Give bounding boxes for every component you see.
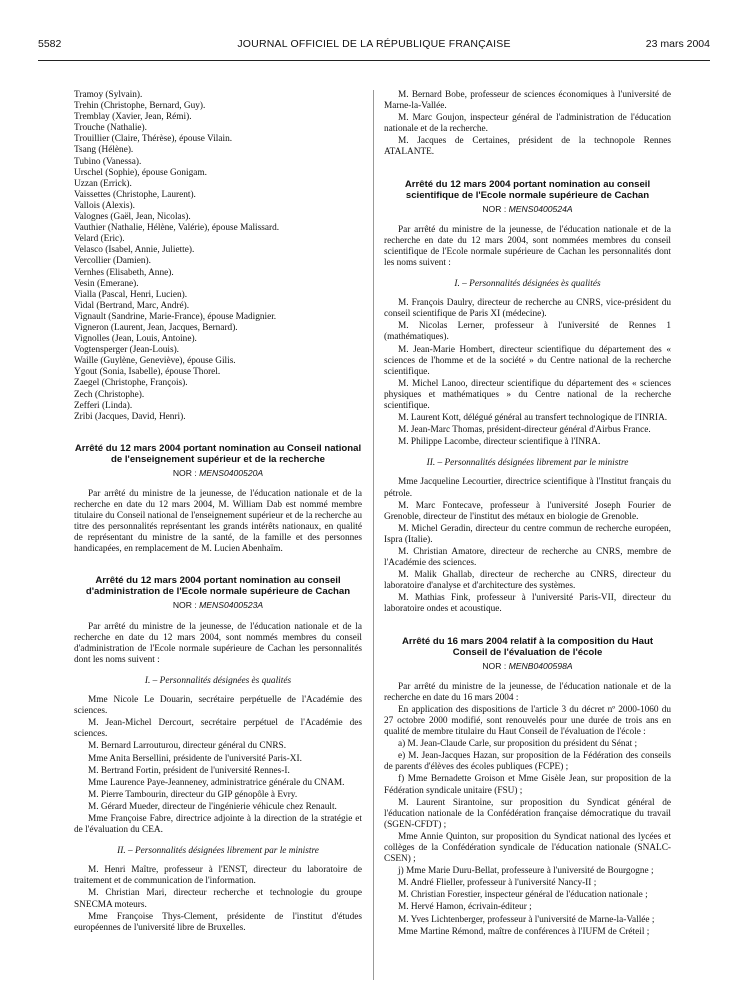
nor-code: MENS0400523A [199,600,264,611]
column-divider [373,90,374,980]
name-entry: Zribi (Jacques, David, Henri). [74,411,186,422]
member-entry: M. Laurent Sirantoine, sur proposition du Syndicat général de l'éducation nationale de la Confédération française démocratique du travail (SGEN-CFDT) ; [384,797,671,830]
decree-3-text: Par arrêté du ministre de la jeunesse, de l'éducation nationale et de la recherche en date du 12 mars 2004, sont nommées membres du conseil scientifique de l'Ecole normale supérieure de Cachan les personnalités dont les noms suivent : [384,224,671,268]
decree-4-nor [384,661,671,672]
member-entry: Mme Nicole Le Douarin, secrétaire perpétuelle de l'Académie des sciences. [74,695,362,717]
member-entry: M. Malik Ghallab, directeur de recherche au CNRS, directeur du laboratoire d'analyse et d'architecture des systèmes. [384,570,671,592]
decree-1-title: Arrêté du 12 mars 2004 portant nomination au Conseil national de l'enseignement supérieur et de la recherche [74,442,362,465]
nor-label: NOR : [482,660,507,671]
name-entry: Vialla (Pascal, Henri, Lucien). [74,289,188,300]
member-entry: M. Philippe Lacombe, directeur scientifique à l'INRA. [398,437,601,448]
name-entry: Trouche (Nathalie). [74,123,147,134]
member-entry: M. Mathias Fink, professeur à l'université Paris-VII, directeur du laboratoire ondes et acoustique. [384,593,671,615]
member-entry: e) M. Jean-Jacques Hazan, sur proposition de la Fédération des conseils de parents d'élèves des écoles publiques (FCPE) ; [384,751,671,773]
member-entry: Mme Jacqueline Lecourtier, directrice scientifique à l'Institut français du pétrole. [384,477,671,499]
name-entry: Valognes (Gaël, Jean, Nicolas). [74,212,191,223]
decree-3-section-2-list [384,477,671,615]
decree-1-text: Par arrêté du ministre de la jeunesse, de l'éducation nationale et de la recherche en date du 12 mars 2004, M. William Dab est nommé membre titulaire du Conseil national de l'enseignement supérieur et de la recherche au titre des personnalités représentant les grands intérêts nationaux, en qualité de représentant du ministre de la santé, de la famille et des personnes handicapées, en remplacement de M. Lucien Abenhaïm. [74,488,362,555]
name-entry: Zech (Christophe). [74,389,145,400]
member-entry: Mme Annie Quinton, sur proposition du Syndicat national des lycées et collèges de la Confédération syndicale de l'éducation nationale (SNALC-CSEN) ; [384,831,671,865]
name-entry: Zaegel (Christophe, François). [74,378,188,389]
member-entry: M. Michel Lanoo, directeur scientifique du département des « sciences physiques et mathématiques » du Centre national de la recherche scientifique. [384,378,671,411]
name-entry: Velasco (Isabel, Annie, Juliette). [74,245,195,256]
member-entry: M. Laurent Kott, délégué général au transfert technologique de l'INRIA. [398,413,668,424]
name-entry: Trouillier (Claire, Thérèse), épouse Vilain. [74,134,233,145]
name-entry: Ygout (Sonia, Isabelle), épouse Thorel. [74,367,221,378]
member-entry: M. Christian Amatore, directeur de recherche au CNRS, membre de l'Académie des sciences. [384,547,671,569]
member-entry: M. Yves Lichtenberger, professeur à l'université de Marne-la-Vallée ; [398,914,655,925]
name-entry: Vauthier (Nathalie, Hélène, Valérie), épouse Malissard. [74,223,280,234]
name-entry: Velard (Eric). [74,234,125,245]
member-entry: M. Bertrand Fortin, président de l'université Rennes-I. [88,765,290,776]
decree-3-section-1: I. – Personnalités désignées ès qualités [454,279,601,290]
name-entry: Zefferi (Linda). [74,400,133,411]
member-entry: M. Marc Fontecave, professeur à l'université Joseph Fourier de Grenoble, directeur de l'institut des métaux en biologie de Grenoble. [384,500,671,522]
member-entry: M. Bernard Larrouturou, directeur général du CNRS. [88,741,287,752]
decree-2-continued-list [384,90,671,159]
member-entry: M. Jean-Marie Hombert, directeur scientifique du département des « sciences de l'homme et de la société » du Centre national de la recherche scientifique. [384,344,671,377]
decree-3-nor [384,204,671,215]
page-number: 5582 [38,38,62,50]
decree-2-nor [74,600,362,611]
name-entry: Trehin (Christophe, Bernard, Guy). [74,101,206,112]
member-entry: M. Nicolas Lerner, professeur à l'université de Rennes 1 (mathématiques). [384,321,671,343]
decree-4-list [384,739,671,938]
member-entry: M. Michel Geradin, directeur du centre commun de recherche européen, Ispra (Italie). [384,523,671,545]
member-entry: M. Christian Mari, directeur recherche et technologie du groupe SNECMA moteurs. [74,888,362,910]
name-entry: Tsang (Hélène). [74,145,134,156]
left-column [74,90,362,935]
member-entry: a) M. Jean-Claude Carle, sur proposition du président du Sénat ; [398,739,638,750]
decree-2-section-1: I. – Personnalités désignées ès qualités [144,675,292,686]
member-entry: j) Mme Marie Duru-Bellat, professeure à l'université de Bourgogne ; [398,866,654,877]
name-entry: Vignolles (Jean, Louis, Antoine). [74,334,197,345]
decree-3-section-1-list [384,298,671,448]
member-entry: M. François Daulry, directeur de recherche au CNRS, vice-président du conseil scientifique de Paris XI (médecine). [384,298,671,320]
decree-4-title: Arrêté du 16 mars 2004 relatif à la composition du Haut Conseil de l'évaluation de l'école [401,635,654,658]
name-entry: Vercollier (Damien). [74,256,151,267]
name-entry: Waille (Guylène, Geneviève), épouse Gilis. [74,356,236,367]
member-entry: M. Hervé Hamon, écrivain-éditeur ; [398,902,532,913]
member-entry: M. Jean-Michel Dercourt, secrétaire perpétuel de l'Académie des sciences. [74,718,362,740]
nor-label: NOR : [172,467,197,478]
decree-4-text-1: Par arrêté du ministre de la jeunesse, de l'éducation nationale et de la recherche en date du 16 mars 2004 : [384,681,671,703]
name-entry: Vesin (Emerane). [74,278,139,289]
nor-code: MENB0400598A [508,660,573,671]
decree-2-section-1-list [74,695,362,836]
member-entry: M. Henri Maître, professeur à l'ENST, directeur du laboratoire de traitement et de communication de l'information. [74,865,362,887]
name-entry: Vidal (Bertrand, Marc, André). [74,300,190,311]
decree-3-section-2: II. – Personnalités désignées librement par le ministre [426,458,629,469]
member-entry: Mme Laurence Paye-Jeanneney, administratrice générale du CNAM. [88,777,345,788]
name-entry: Uzzan (Errick). [74,178,132,189]
name-entry: Vogtensperger (Jean-Louis). [74,345,179,356]
decree-2-section-2-list [74,865,362,934]
name-entry: Vallois (Alexis). [74,200,135,211]
member-entry: M. Jacques de Certaines, président de la technopole Rennes ATALANTE. [384,136,671,158]
member-entry: M. Pierre Tambourin, directeur du GIP génopôle à Evry. [88,789,298,800]
decree-2-section-2: II. – Personnalités désignées librement par le ministre [117,846,319,857]
member-entry: M. Gérard Mueder, directeur de l'ingénierie véhicule chez Renault. [88,801,337,812]
name-entry: Urschel (Sophie), épouse Gonigam. [74,167,207,178]
member-entry: Mme Françoise Thys-Clement, présidente de l'institut d'études européennes de l'université libre de Bruxelles. [74,911,362,933]
nor-code: MENS0400524A [508,203,573,214]
decree-2-title: Arrêté du 12 mars 2004 portant nomination au conseil d'administration de l'Ecole normale supérieure de Cachan [85,575,351,598]
member-entry: Mme Anita Bersellini, présidente de l'université Paris-XI. [88,753,302,764]
name-entry: Vignault (Sandrine, Marie-France), épouse Madignier. [74,311,277,322]
header-rule [38,60,710,61]
nor-code: MENS0400520A [199,467,264,478]
name-entry: Tubino (Vanessa). [74,156,142,167]
name-entry: Tramoy (Sylvain). [74,90,143,100]
name-list [74,90,362,423]
decree-1-nor [74,468,362,479]
member-entry: M. Bernard Bobe, professeur de sciences économiques à l'université de Marne-la-Vallée. [384,90,671,112]
member-entry: M. Christian Forestier, inspecteur général de l'éducation nationale ; [398,890,648,901]
decree-2-text: Par arrêté du ministre de la jeunesse, de l'éducation nationale et de la recherche en date du 12 mars 2004, sont nommés membres du conseil d'administration de l'Ecole normale supérieure de Cachan les personnalités dont les noms suivent : [74,621,362,665]
name-entry: Vernhes (Elisabeth, Anne). [74,267,174,278]
name-entry: Vaissettes (Christophe, Laurent). [74,189,196,200]
member-entry: Mme Martine Rémond, maître de conférences à l'IUFM de Créteil ; [398,926,650,937]
decree-4-text-2: En application des dispositions de l'article 3 du décret nº 2000-1060 du 27 octobre 2000 modifié, sont renouvelés pour une durée de trois ans en qualité de membre titulaire du Haut Conseil de l'évaluation de l'école : [384,704,671,738]
nor-label: NOR : [482,203,507,214]
issue-date: 23 mars 2004 [645,38,710,50]
nor-label: NOR : [172,600,197,611]
member-entry: f) Mme Bernadette Groison et Mme Gisèle Jean, sur proposition de la Fédération syndicale unitaire (FSU) ; [384,774,671,796]
name-entry: Vigneron (Laurent, Jean, Jacques, Bernard). [74,322,238,333]
member-entry: M. André Flieller, professeur à l'université Nancy-II ; [398,878,597,889]
running-header [38,38,710,54]
member-entry: M. Marc Goujon, inspecteur général de l'administration de l'éducation nationale et de la recherche. [384,113,671,135]
name-entry: Tremblay (Xavier, Jean, Rémi). [74,112,192,123]
journal-title: JOURNAL OFFICIEL DE LA RÉPUBLIQUE FRANÇAISE [237,38,511,50]
member-entry: M. Jean-Marc Thomas, président-directeur général d'Airbus France. [398,425,651,436]
right-column [384,90,671,939]
decree-3-title: Arrêté du 12 mars 2004 portant nomination au conseil scientifique de l'Ecole normale supérieure de Cachan [404,178,651,201]
member-entry: Mme Françoise Fabre, directrice adjointe à la direction de la stratégie et de l'évaluation du CEA. [74,813,362,836]
